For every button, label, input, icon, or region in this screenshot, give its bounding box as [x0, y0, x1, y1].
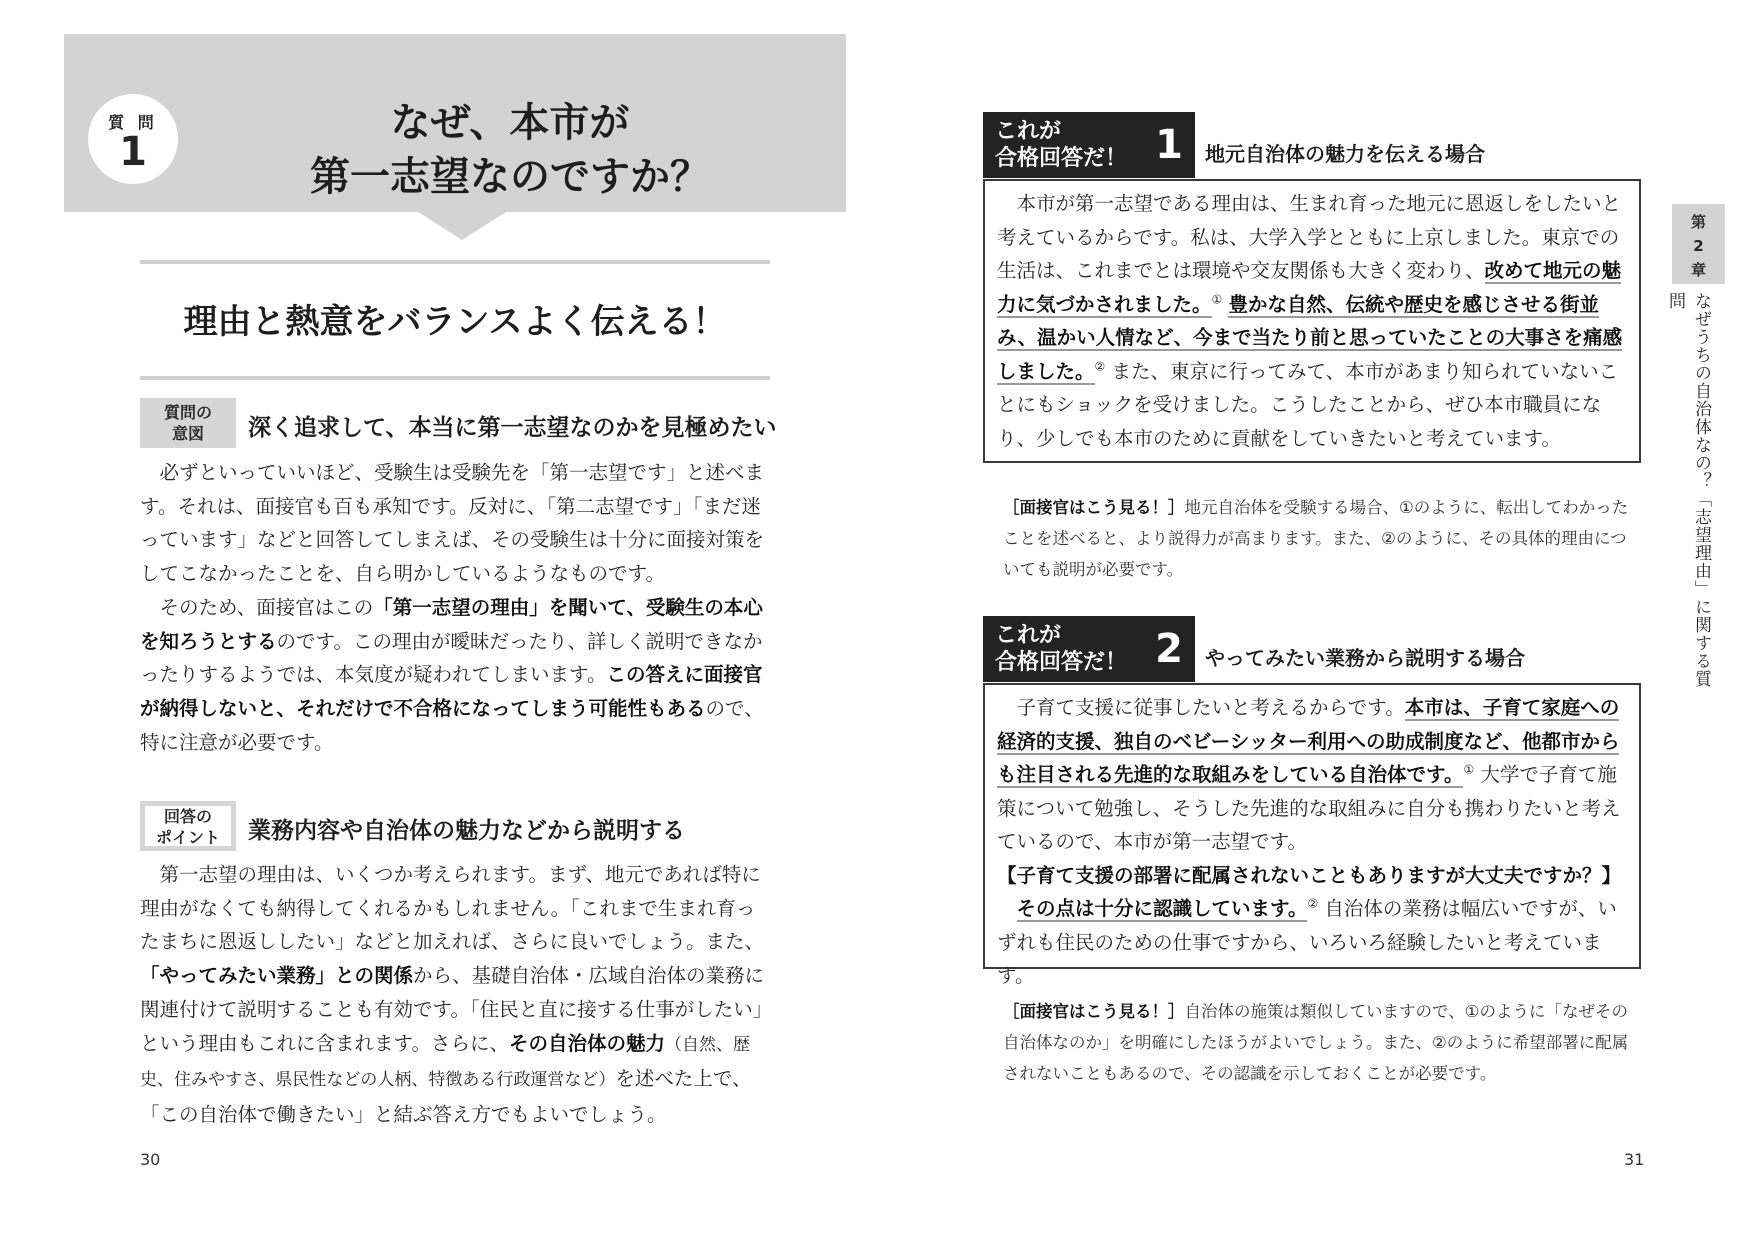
- answer2-marker2: ②: [1307, 896, 1319, 911]
- point-p-c: から、基礎自治体・広域自治体の業務に関連付けて説明することも有効です。「住民と直に接する仕事がしたい」という理由もこれに含まれます。さらに、: [140, 964, 765, 1055]
- page-number-left: 30: [140, 1150, 161, 1169]
- answer2-label: [983, 616, 1195, 682]
- intent-heading: 深く追求して、本当に第一志望なのかを見極めたい: [248, 415, 777, 441]
- answer2-t1: 子育て支援に従事したいと考えるからです。: [1016, 696, 1405, 719]
- intent-tag-line2: 意図: [171, 424, 204, 443]
- intent-tag: [140, 398, 236, 448]
- note1-bracket: ［面接官はこう見る！］: [1003, 498, 1185, 517]
- answer1-marker1: ①: [1211, 292, 1223, 306]
- answer2-text: [997, 691, 1629, 859]
- section-subtitle: 理由と熱意をバランスよく伝える！: [183, 302, 727, 342]
- answer1-u1: 改めて地元の魅力に気づかされました。: [997, 259, 1622, 316]
- divider-top: [140, 260, 770, 264]
- answer2-label-line2: 合格回答だ！: [995, 650, 1128, 675]
- answer1-text: [997, 187, 1629, 455]
- answer2-t3: 自治体の業務は幅広いですが、いずれも住民のための仕事ですから、いろいろ経験したいと考えています。: [997, 897, 1617, 987]
- answer2-follow-question: 【子育て支援の部署に配属されないこともありますが大丈夫ですか？】: [997, 863, 1622, 887]
- answer1-t2: また、東京に行ってみて、本市があまり知られていないことにもショックを受けました。こうしたことから、ぜひ本市職員になり、少しでも本市のために貢献をしていきたいと考えています。: [997, 359, 1619, 450]
- note2-bracket: ［面接官はこう見る！］: [1003, 1002, 1185, 1021]
- intent-body: [140, 456, 772, 759]
- intent-tag-line1: 質問の: [163, 403, 212, 422]
- answer1-number: 1: [1155, 122, 1183, 168]
- intent-paragraph-2: [140, 591, 772, 760]
- intent-p2-b: 「第一志望の理由」を聞いて、受験生の本心を知ろうとする: [140, 595, 763, 653]
- answer1-marker2: ②: [1094, 359, 1106, 373]
- answer2-marker1: ①: [1463, 762, 1475, 777]
- answer2-followup-text: [997, 892, 1629, 993]
- point-p-b: 「やってみたい業務」との関係: [140, 964, 414, 988]
- answer1-box: [983, 179, 1641, 463]
- note2-text: 自治体の施策は類似していますので、①のように「なぜその自治体なのか」を明確にしたほうがよいでしょう。また、②のように希望部署に配属されないこともあるので、その認識を示しておくことが必要です。: [1003, 1002, 1629, 1083]
- note1-text: 地元自治体を受験する場合、①のように、転出してわかったことを述べると、より説得力が高まります。また、②のように、その具体的理由についても説明が必要です。: [1003, 498, 1629, 579]
- question-label: 質 問: [108, 113, 158, 132]
- answer2-case: やってみたい業務から説明する場合: [1205, 646, 1525, 670]
- chapter-tab-line2: 2: [1693, 237, 1704, 255]
- chapter-tab-line1: 第: [1690, 213, 1706, 231]
- point-tag: [140, 801, 236, 851]
- question-title-line2: 第一志望なのですか？: [310, 154, 710, 200]
- down-arrow-icon: [418, 212, 506, 240]
- intent-paragraph-1: 必ずといっていいほど、受験生は受験先を「第一志望です」と述べます。それは、面接官も百も承知です。反対に、「第二志望です」「まだ迷っています」などと回答してしまえば、その受験生は十分に面接対策をしてこなかったことを、自ら明かしているようなものです。: [140, 461, 765, 586]
- question-title-line1: なぜ、本市が: [390, 100, 630, 146]
- intent-p2-e: ので、特に注意が必要です。: [140, 696, 764, 754]
- answer2-u1: 本市は、子育て家庭への経済的支援、独自のベビーシッター利用への助成制度など、他都市からも注目される先進的な取組みをしている自治体です。: [997, 696, 1620, 786]
- intent-p2-a: そのため、面接官はこの: [159, 595, 374, 619]
- divider-bottom: [140, 376, 770, 380]
- answer2-box: [983, 683, 1641, 987]
- point-p-a: 第一志望の理由は、いくつか考えられます。まず、地元であれば特に理由がなくても納得してくれるかもしれません。「これまで生まれ育ったまちに恩返ししたい」などと加えれば、さらに良いでしょう。また、: [140, 863, 765, 954]
- answer1-label-line1: これが: [995, 119, 1062, 144]
- answer1-label: [983, 112, 1195, 178]
- point-p-d: その自治体の魅力: [508, 1031, 665, 1055]
- page-number-right: 31: [1624, 1150, 1645, 1169]
- answer1-label-line2: 合格回答だ！: [995, 146, 1128, 171]
- note1: [1003, 492, 1643, 585]
- answer2-t2: 大学で子育て施策について勉強し、そうした先進的な取組みに自分も携わりたいと考えているので、本市が第一志望です。: [997, 763, 1621, 853]
- answer2-number: 2: [1155, 626, 1183, 672]
- point-p-f: を述べた上で、「この自治体で働きたい」と結ぶ答え方でもよいでしょう。: [140, 1067, 752, 1126]
- answer2-label-line1: これが: [995, 623, 1062, 648]
- question-banner: [64, 34, 846, 212]
- chapter-title-vertical: なぜうちの自治体なの？「志望理由」に関する質問: [1665, 292, 1711, 688]
- answer2-u2: その点は十分に認識しています。: [1016, 897, 1308, 920]
- question-badge: [88, 94, 178, 184]
- point-paragraph: [140, 858, 772, 1132]
- left-page: [0, 0, 877, 1240]
- answer1-u2: 豊かな自然、伝統や歴史を感じさせる街並み、温かい人情など、今まで当たり前と思っていたことの大事さを痛感しました。: [997, 292, 1623, 383]
- chapter-tab-line3: 章: [1690, 261, 1706, 279]
- question-title: [214, 96, 806, 204]
- answer1-t1: 本市が第一志望である理由は、生まれ育った地元に恩返しをしたいと考えているからです。私は、大学入学とともに上京しました。東京での生活は、これまでとは環境や交友関係も大きく変わり、: [997, 192, 1622, 282]
- answer1-case: 地元自治体の魅力を伝える場合: [1205, 142, 1485, 166]
- point-heading: 業務内容や自治体の魅力などから説明する: [248, 818, 685, 844]
- question-number: 1: [119, 129, 147, 175]
- chapter-tab: [1672, 204, 1725, 284]
- point-tag-line1: 回答の: [163, 807, 212, 826]
- intent-p2-c: のです。この理由が曖昧だったり、詳しく説明できなかったりするようでは、本気度が疑われてしまいます。: [140, 629, 763, 687]
- point-p-e: （自然、歴史、住みやすさ、県民性などの人柄、特徴ある行政運営など）: [140, 1034, 750, 1091]
- point-body: [140, 858, 772, 1132]
- intent-p2-d: この答えに面接官が納得しないと、それだけで不合格になってしまう可能性もある: [140, 663, 763, 720]
- note2: [1003, 996, 1643, 1089]
- point-tag-line2: ポイント: [155, 828, 220, 847]
